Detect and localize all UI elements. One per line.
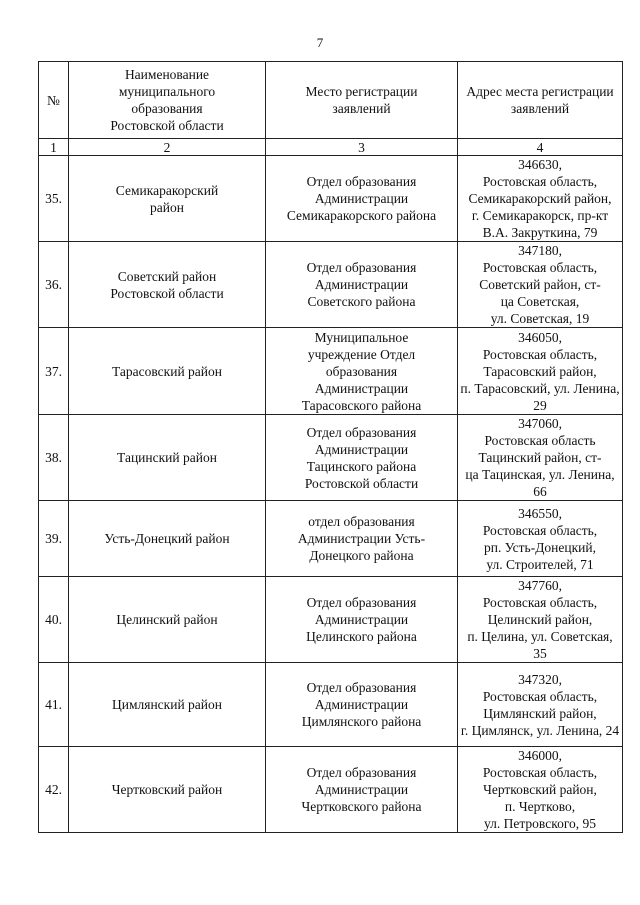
text-line: ул. Петровского, 95 bbox=[483, 816, 597, 831]
text-line: Ростовской области bbox=[110, 118, 224, 133]
registration-address bbox=[458, 577, 623, 663]
municipality-name bbox=[69, 577, 266, 663]
text-line: Администрации bbox=[314, 612, 409, 627]
text-line: Ростовская область, bbox=[482, 595, 598, 610]
text-line: Адрес места регистрации bbox=[466, 84, 614, 99]
row-number: 40. bbox=[39, 577, 69, 663]
text-line: Отдел образования bbox=[306, 765, 417, 780]
text-line: Семикаракорского района bbox=[286, 208, 437, 223]
text-line: Тарасовского района bbox=[301, 397, 422, 413]
text-line: Семикаракорский район, bbox=[468, 191, 612, 206]
text-line: Администрации bbox=[314, 277, 409, 292]
registration-address bbox=[458, 156, 623, 242]
municipality-name bbox=[69, 242, 266, 328]
text-line: 346630, bbox=[518, 157, 562, 172]
registration-place bbox=[266, 242, 458, 328]
text-line: Отдел образования bbox=[306, 680, 417, 695]
text-line: Администрации bbox=[314, 782, 409, 797]
text-line: район bbox=[150, 199, 184, 215]
municipality-name bbox=[69, 747, 266, 833]
text-line: п. Тарасовский, ул. Ленина, bbox=[460, 380, 620, 396]
text-line: Целинский район bbox=[116, 612, 218, 627]
table-row bbox=[39, 415, 623, 501]
text-line: 347060, bbox=[518, 416, 562, 431]
header-municipality bbox=[69, 62, 266, 139]
text-line: ца Тацинская, ул. Ленина, bbox=[465, 467, 615, 482]
row-number: 41. bbox=[39, 663, 69, 747]
text-line: рп. Усть-Донецкий, bbox=[484, 539, 596, 555]
header-registration-address bbox=[458, 62, 623, 139]
text-line: ца Советская, bbox=[500, 294, 580, 309]
registration-place bbox=[266, 501, 458, 577]
table-row bbox=[39, 577, 623, 663]
municipality-name bbox=[69, 501, 266, 577]
registration-places-table bbox=[38, 61, 623, 833]
text-line: 346050, bbox=[518, 329, 562, 345]
registration-place bbox=[266, 328, 458, 415]
text-line: Отдел образования bbox=[306, 260, 417, 275]
text-line: Цимлянский район, bbox=[483, 705, 597, 721]
text-line: Тацинского района bbox=[306, 458, 417, 474]
text-line: Администрации bbox=[314, 441, 409, 457]
text-line: Администрации bbox=[314, 191, 409, 206]
table-header-row bbox=[39, 62, 623, 139]
text-line: 347320, bbox=[518, 671, 562, 687]
text-line: Семикаракорский bbox=[115, 182, 219, 198]
text-line: учреждение Отдел bbox=[307, 346, 416, 362]
registration-place bbox=[266, 747, 458, 833]
text-line: Ростовской области bbox=[110, 285, 224, 301]
row-number: 37. bbox=[39, 328, 69, 415]
text-line: Цимлянский район bbox=[111, 697, 222, 712]
text-line: Тацинский район bbox=[117, 450, 217, 465]
column-index-3: 3 bbox=[266, 139, 458, 156]
header-registration-place bbox=[266, 62, 458, 139]
text-line: Цимлянского района bbox=[301, 714, 422, 729]
text-line: Ростовская область, bbox=[482, 174, 598, 189]
text-line: Ростовская область, bbox=[482, 346, 598, 362]
column-index-row bbox=[39, 139, 623, 156]
registration-address bbox=[458, 242, 623, 328]
row-number: 36. bbox=[39, 242, 69, 328]
text-line: отдел образования bbox=[308, 514, 415, 529]
text-line: 347180, bbox=[518, 243, 562, 258]
text-line: образования bbox=[325, 363, 398, 379]
text-line: Ростовская область, bbox=[482, 765, 598, 780]
registration-place bbox=[266, 156, 458, 242]
text-line: Чертковского района bbox=[301, 799, 422, 814]
text-line: Место регистрации bbox=[305, 84, 418, 99]
text-line: г. Семикаракорск, пр-кт bbox=[471, 208, 609, 223]
text-line: Администрации Усть- bbox=[297, 531, 426, 546]
header-number bbox=[39, 62, 69, 139]
table-row bbox=[39, 242, 623, 328]
text-line: № bbox=[47, 92, 60, 108]
registration-place bbox=[266, 415, 458, 501]
text-line: муниципального bbox=[118, 84, 216, 99]
municipality-name bbox=[69, 415, 266, 501]
text-line: 346000, bbox=[518, 748, 562, 763]
text-line: 66 bbox=[533, 484, 547, 499]
text-line: Целинский район, bbox=[487, 612, 593, 627]
text-line: 35 bbox=[533, 646, 547, 661]
text-line: Ростовская область, bbox=[482, 522, 598, 538]
text-line: 346550, bbox=[518, 505, 562, 521]
table-row bbox=[39, 328, 623, 415]
text-line: Советский район, ст- bbox=[479, 277, 601, 292]
table-row bbox=[39, 747, 623, 833]
text-line: Муниципальное bbox=[314, 329, 409, 345]
text-line: Чертковский район bbox=[111, 782, 223, 797]
text-line: Тарасовский район bbox=[112, 363, 222, 379]
text-line: В.А. Закруткина, 79 bbox=[482, 225, 598, 240]
text-line: Ростовская область, bbox=[482, 260, 598, 275]
text-line: Донецкого района bbox=[309, 548, 414, 563]
text-line: Ростовская область, bbox=[482, 688, 598, 704]
text-line: Администрации bbox=[314, 697, 409, 712]
municipality-name bbox=[69, 663, 266, 747]
text-line: ул. Строителей, 71 bbox=[486, 556, 594, 572]
text-line: Наименование bbox=[124, 67, 210, 82]
text-line: Советский район bbox=[117, 268, 217, 284]
row-number: 38. bbox=[39, 415, 69, 501]
text-line: заявлений bbox=[332, 101, 391, 116]
text-line: Отдел образования bbox=[306, 595, 417, 610]
text-line: Усть-Донецкий район bbox=[104, 531, 230, 546]
text-line: Отдел образования bbox=[306, 174, 417, 189]
registration-place bbox=[266, 577, 458, 663]
text-line: п. Целина, ул. Советская, bbox=[467, 629, 613, 644]
row-number: 39. bbox=[39, 501, 69, 577]
text-line: Тацинский район, ст- bbox=[478, 450, 602, 465]
registration-address bbox=[458, 501, 623, 577]
text-line: 347760, bbox=[518, 578, 562, 593]
registration-place bbox=[266, 663, 458, 747]
text-line: г. Цимлянск, ул. Ленина, 24 bbox=[460, 722, 620, 738]
text-line: ул. Советская, 19 bbox=[490, 311, 590, 326]
text-line: Ростовская область bbox=[484, 433, 596, 448]
table-row bbox=[39, 156, 623, 242]
column-index-2: 2 bbox=[69, 139, 266, 156]
page-number: 7 bbox=[316, 35, 324, 50]
text-line: Целинского района bbox=[306, 629, 417, 644]
text-line: п. Чертково, bbox=[504, 799, 576, 814]
table-row bbox=[39, 663, 623, 747]
registration-address bbox=[458, 415, 623, 501]
registration-address bbox=[458, 328, 623, 415]
registration-address bbox=[458, 663, 623, 747]
text-line: Советского района bbox=[307, 294, 416, 309]
text-line: Тарасовский район, bbox=[483, 363, 597, 379]
text-line: Чертковский район, bbox=[483, 782, 597, 797]
text-line: заявлений bbox=[510, 101, 570, 116]
row-number: 42. bbox=[39, 747, 69, 833]
text-line: Ростовской области bbox=[304, 475, 419, 491]
municipality-name bbox=[69, 156, 266, 242]
row-number: 35. bbox=[39, 156, 69, 242]
table-row bbox=[39, 501, 623, 577]
text-line: Администрации bbox=[314, 380, 409, 396]
registration-address bbox=[458, 747, 623, 833]
municipality-name bbox=[69, 328, 266, 415]
column-index-1: 1 bbox=[39, 139, 69, 156]
text-line: Отдел образования bbox=[306, 424, 417, 440]
text-line: 29 bbox=[533, 397, 547, 413]
column-index-4: 4 bbox=[458, 139, 623, 156]
text-line: образования bbox=[131, 101, 203, 116]
